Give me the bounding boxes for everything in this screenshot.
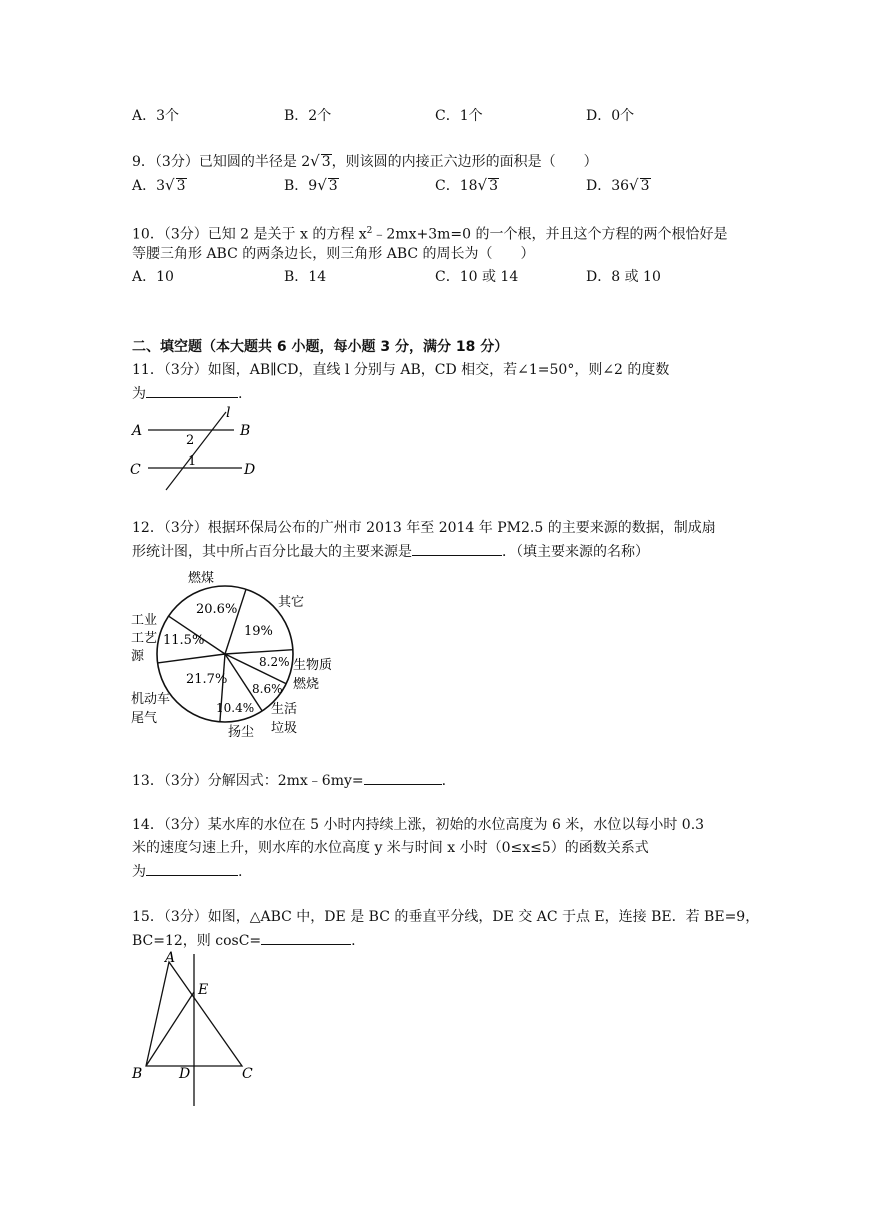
label-d: D: [179, 1066, 191, 1082]
q8-option-a: A．3个: [132, 108, 180, 124]
q11-answer-blank[interactable]: [146, 383, 238, 398]
q11-stem-line2: 为 .: [132, 383, 242, 404]
label-a: A: [132, 423, 143, 439]
q11-parallel-lines-figure: [126, 404, 266, 496]
q10-option-b: B．14: [284, 269, 327, 285]
q8-option-d: D．0个: [586, 108, 635, 124]
label-b: B: [240, 423, 251, 439]
q15-stem-line2: BC=12，则 cosC= .: [132, 930, 356, 951]
q14-stem-line1: 14．（3分）某水库的水位在 5 小时内持续上涨，初始的水位高度为 6 米，水位以每小时 0.3: [132, 817, 705, 833]
q12-stem-line1: 12．（3分）根据环保局公布的广州市 2013 年至 2014 年 PM2.5 的主要来源的数据，制成扇: [132, 520, 716, 536]
pie-label-gongye-3: 源: [131, 649, 145, 664]
label-b: B: [132, 1066, 143, 1082]
q9-option-c: C．18√ 3: [435, 176, 499, 194]
pie-divider-0: [225, 589, 246, 654]
q11-stem-line1: 11．（3分）如图，AB∥CD，直线 l 分别与 AB，CD 相交，若∠1=50°，则∠2 的度数: [132, 362, 670, 378]
pie-label-shenghuo-2: 垃圾: [271, 721, 298, 736]
q12-answer-blank[interactable]: [412, 541, 502, 556]
q9-option-d: D．36√ 3: [586, 176, 650, 194]
pie-value-yangchen: 10.4%: [216, 701, 255, 715]
pie-value-gongye: 11.5%: [163, 633, 205, 648]
pie-label-gongye-2: 工艺: [131, 631, 158, 646]
pie-value-shengwuzhi: 8.2%: [259, 655, 290, 669]
angle-2-label: 2: [186, 433, 195, 448]
pie-value-ranmei: 20.6%: [196, 602, 238, 617]
label-c: C: [130, 462, 141, 478]
line-l: [166, 412, 226, 490]
pie-label-jidongche-2: 尾气: [131, 711, 158, 726]
pie-label-jidongche-1: 机动车: [131, 692, 171, 707]
q10-option-a: A．10: [132, 269, 174, 285]
q8-option-b: B．2个: [284, 108, 332, 124]
label-c: C: [242, 1066, 253, 1082]
pie-divider-5: [158, 654, 225, 663]
q9-stem: 9．（3分）已知圆的半径是 2√ 3，则该圆的内接正六边形的面积是（ ）: [132, 152, 598, 170]
pie-value-qita: 19%: [244, 624, 273, 639]
label-a: A: [165, 950, 176, 966]
q12-pie-chart: [126, 562, 341, 742]
pie-label-yangchen: 扬尘: [228, 725, 255, 740]
q14-answer-blank[interactable]: [146, 861, 238, 876]
label-d: D: [244, 462, 256, 478]
pie-label-shenghuo-1: 生活: [271, 702, 298, 717]
pie-label-shengwuzhi-1: 生物质: [293, 658, 333, 673]
q13-stem: 13．（3分）分解因式：2mx﹣6my= .: [132, 770, 446, 791]
q8-option-c: C．1个: [435, 108, 483, 124]
q14-stem-line3: 为 .: [132, 861, 242, 882]
pie-value-shenghuo: 8.6%: [252, 682, 283, 696]
segment-be: [146, 992, 194, 1066]
label-l: l: [226, 405, 231, 421]
q14-stem-line2: 米的速度匀速上升，则水库的水位高度 y 米与时间 x 小时（0≤x≤5）的函数关系式: [132, 840, 649, 856]
section-2-heading: 二、填空题（本大题共 6 小题，每小题 3 分，满分 18 分）: [132, 339, 509, 355]
pie-label-ranmei: 燃煤: [188, 571, 215, 586]
pie-divider-1: [225, 650, 293, 654]
pie-label-shengwuzhi-2: 燃烧: [293, 677, 320, 692]
q9-option-b: B．9√ 3: [284, 176, 338, 194]
pie-value-jidongche: 21.7%: [186, 672, 228, 687]
pie-label-gongye-1: 工业: [131, 613, 158, 628]
q13-answer-blank[interactable]: [364, 770, 442, 785]
angle-1-label: 1: [188, 454, 197, 469]
q10-stem-line1: 10．（3分）已知 2 是关于 x 的方程 $x^2﹣2mx+3m=0$ 的一个根，并且这个方程的两个根恰好是: [132, 226, 728, 243]
q9-option-a: A．3√ 3: [132, 176, 186, 194]
q15-triangle-figure: [126, 950, 266, 1110]
q12-stem-line2: 形统计图，其中所占百分比最大的主要来源是 ．（填主要来源的名称）: [132, 541, 649, 562]
q10-option-d: D．8 或 10: [586, 269, 661, 285]
label-e: E: [198, 982, 209, 998]
q10-option-c: C．10 或 14: [435, 269, 519, 285]
q15-answer-blank[interactable]: [261, 930, 351, 945]
q10-stem-line2: 等腰三角形 ABC 的两条边长，则三角形 ABC 的周长为（ ）: [132, 246, 535, 262]
q15-stem-line1: 15．（3分）如图，△ABC 中，DE 是 BC 的垂直平分线，DE 交 AC 于点 E，连接 BE．若 BE=9，: [132, 909, 760, 925]
pie-label-qita: 其它: [278, 595, 305, 610]
